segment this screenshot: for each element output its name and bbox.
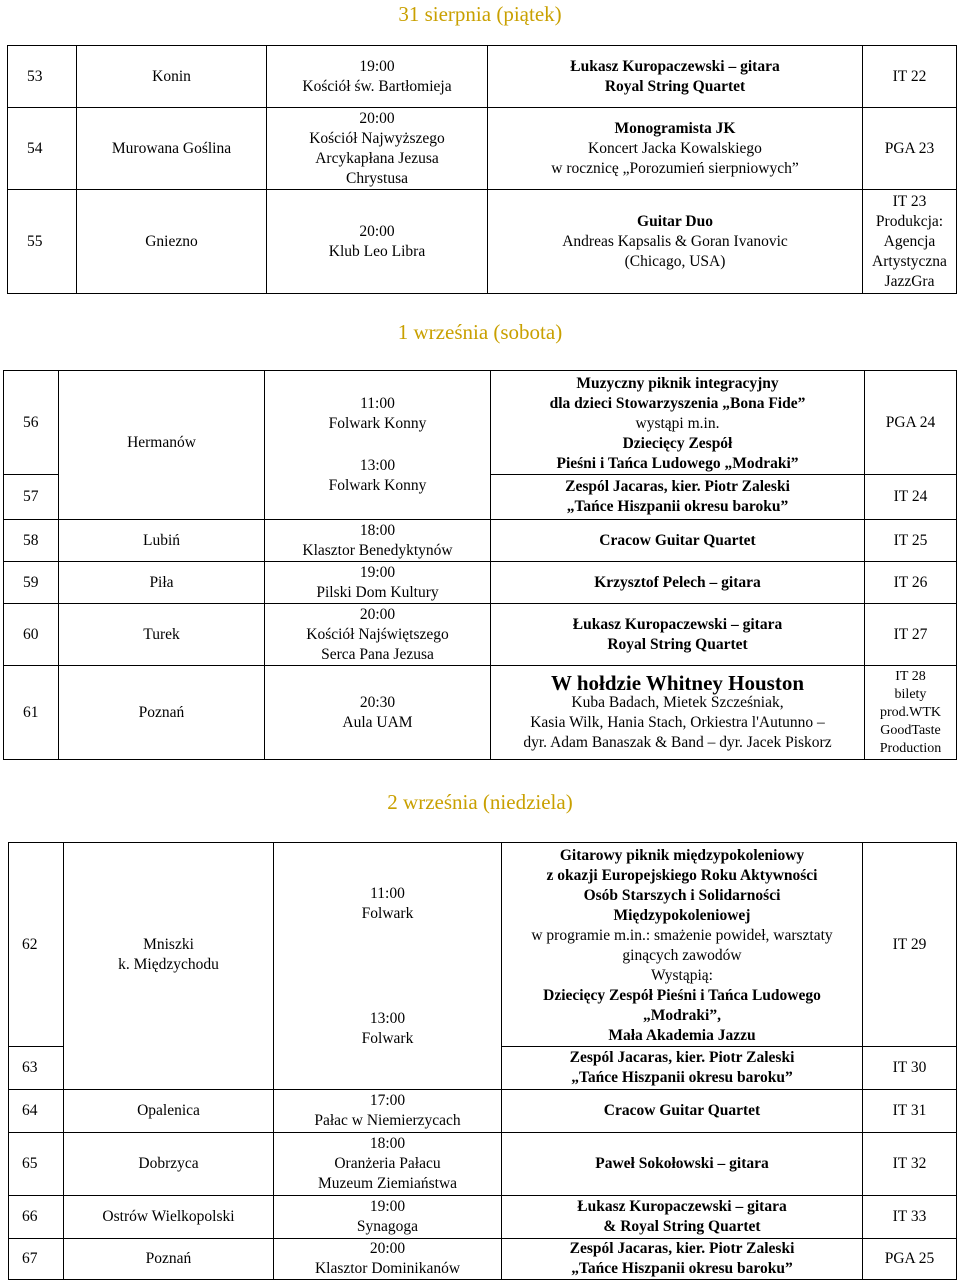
performers: W hołdzie Whitney Houston Kuba Badach, Mietek Szcześniak, Kasia Wilk, Hania Stach, Orkiestra l'Autunno – dyr. Adam Banaszak & Band – dyr. Jacek Piskorz xyxy=(491,666,865,760)
city: Opalenica xyxy=(64,1090,274,1133)
event-number: 67 xyxy=(9,1239,64,1280)
day-heading-1: 31 sierpnia (piątek) xyxy=(398,2,562,26)
table-row xyxy=(9,843,957,1047)
event-number: 66 xyxy=(9,1196,64,1239)
city: Konin xyxy=(77,46,267,108)
event-code: IT 29 xyxy=(863,843,957,1047)
city: Dobrzyca xyxy=(64,1133,274,1196)
table-row xyxy=(9,1239,957,1280)
event-number: 56 xyxy=(4,371,59,475)
event-number: 55 xyxy=(8,190,77,294)
schedule-table-sep2 xyxy=(8,842,957,1280)
event-code: IT 26 xyxy=(865,562,957,604)
schedule-table-aug31 xyxy=(7,45,957,294)
event-code: IT 23 Produkcja: Agencja Artystyczna JazzGra xyxy=(863,190,957,294)
table-row xyxy=(8,46,957,108)
table-row xyxy=(9,1133,957,1196)
performers: Łukasz Kuropaczewski – gitara & Royal String Quartet xyxy=(502,1196,863,1239)
event-number: 60 xyxy=(4,604,59,666)
table-row xyxy=(9,1196,957,1239)
performers: Gitarowy piknik międzypokoleniowy z okazji Europejskiego Roku Aktywności Osób Starszych i Solidarności Międzypokoleniowej w programie m.in.: smażenie powideł, warsztaty ginących zawodów Wystąpią: Dziecięcy Zespół Pieśni i Tańca Ludowego „Modraki”, Mała Akademia Jazzu xyxy=(502,843,863,1047)
performers: Monogramista JK Koncert Jacka Kowalskiego w rocznicę „Porozumień sierpniowych” xyxy=(488,108,863,190)
performers: Zespól Jacaras, kier. Piotr Zaleski „Tańce Hiszpanii okresu baroku” xyxy=(502,1047,863,1090)
table-row xyxy=(8,190,957,294)
venue: 20:30 Aula UAM xyxy=(265,666,491,760)
table-row xyxy=(4,604,957,666)
event-number: 54 xyxy=(8,108,77,190)
performers: Cracow Guitar Quartet xyxy=(502,1090,863,1133)
event-number: 57 xyxy=(4,475,59,520)
event-code: IT 24 xyxy=(865,475,957,520)
table-row xyxy=(4,666,957,760)
venue: 18:00 Oranżeria Pałacu Muzeum Ziemiaństwa xyxy=(274,1133,502,1196)
performers: Krzysztof Pelech – gitara xyxy=(491,562,865,604)
event-number: 62 xyxy=(9,843,64,1047)
performers: Guitar Duo Andreas Kapsalis & Goran Ivanovic (Chicago, USA) xyxy=(488,190,863,294)
event-number: 63 xyxy=(9,1047,64,1090)
schedule-table-sep1 xyxy=(3,370,957,760)
event-number: 59 xyxy=(4,562,59,604)
event-code: IT 22 xyxy=(863,46,957,108)
city: Piła xyxy=(59,562,265,604)
event-code: IT 33 xyxy=(863,1196,957,1239)
event-code: IT 30 xyxy=(863,1047,957,1090)
event-code: PGA 24 xyxy=(865,371,957,475)
event-code: IT 28 bilety prod.WTK GoodTaste Production xyxy=(865,666,957,760)
event-code: IT 27 xyxy=(865,604,957,666)
table-row xyxy=(4,562,957,604)
table-row xyxy=(9,1090,957,1133)
city: Hermanów xyxy=(59,371,265,520)
event-code: PGA 23 xyxy=(863,108,957,190)
event-code: IT 25 xyxy=(865,520,957,562)
event-number: 64 xyxy=(9,1090,64,1133)
venue: 11:00 Folwark Konny 13:00 Folwark Konny xyxy=(265,371,491,520)
performers: Łukasz Kuropaczewski – gitara Royal String Quartet xyxy=(491,604,865,666)
venue: 19:00 Pilski Dom Kultury xyxy=(265,562,491,604)
city: Mniszki k. Międzychodu xyxy=(64,843,274,1090)
city: Lubiń xyxy=(59,520,265,562)
venue: 20:00 Klub Leo Libra xyxy=(267,190,488,294)
performers: Łukasz Kuropaczewski – gitara Royal String Quartet xyxy=(488,46,863,108)
performers: Zespól Jacaras, kier. Piotr Zaleski „Tańce Hiszpanii okresu baroku” xyxy=(502,1239,863,1280)
table-row xyxy=(4,371,957,475)
table-row xyxy=(4,520,957,562)
table-row xyxy=(8,108,957,190)
day-heading-3: 2 września (niedziela) xyxy=(387,790,573,814)
venue: 11:00 Folwark 13:00 Folwark xyxy=(274,843,502,1090)
event-code: PGA 25 xyxy=(863,1239,957,1280)
performers: Zespól Jacaras, kier. Piotr Zaleski „Tańce Hiszpanii okresu baroku” xyxy=(491,475,865,520)
event-number: 53 xyxy=(8,46,77,108)
performers: Paweł Sokołowski – gitara xyxy=(502,1133,863,1196)
venue: 20:00 Kościół Najświętszego Serca Pana Jezusa xyxy=(265,604,491,666)
performers: Muzyczny piknik integracyjny dla dzieci Stowarzyszenia „Bona Fide” wystąpi m.in. Dziecięcy Zespół Pieśni i Tańca Ludowego „Modraki” xyxy=(491,371,865,475)
day-heading-2: 1 września (sobota) xyxy=(397,320,563,344)
event-code: IT 32 xyxy=(863,1133,957,1196)
event-number: 58 xyxy=(4,520,59,562)
city: Poznań xyxy=(64,1239,274,1280)
venue: 19:00 Kościół św. Bartłomieja xyxy=(267,46,488,108)
city: Murowana Goślina xyxy=(77,108,267,190)
venue: 20:00 Klasztor Dominikanów xyxy=(274,1239,502,1280)
city: Ostrów Wielkopolski xyxy=(64,1196,274,1239)
event-code: IT 31 xyxy=(863,1090,957,1133)
city: Poznań xyxy=(59,666,265,760)
venue: 17:00 Pałac w Niemierzycach xyxy=(274,1090,502,1133)
city: Gniezno xyxy=(77,190,267,294)
event-number: 65 xyxy=(9,1133,64,1196)
performers: Cracow Guitar Quartet xyxy=(491,520,865,562)
venue: 19:00 Synagoga xyxy=(274,1196,502,1239)
event-number: 61 xyxy=(4,666,59,760)
city: Turek xyxy=(59,604,265,666)
venue: 20:00 Kościół Najwyższego Arcykapłana Jezusa Chrystusa xyxy=(267,108,488,190)
venue: 18:00 Klasztor Benedyktynów xyxy=(265,520,491,562)
